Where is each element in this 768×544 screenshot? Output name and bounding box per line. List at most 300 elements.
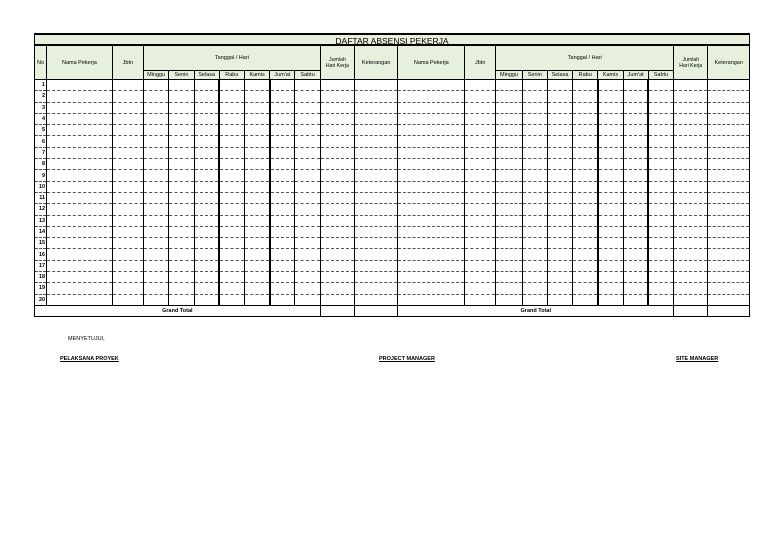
col-keterangan-header-2: Keterangan [708, 46, 750, 80]
cell [648, 181, 673, 192]
cell [320, 283, 354, 294]
cell [219, 283, 244, 294]
cell [522, 272, 547, 283]
cell [573, 215, 598, 226]
cell [112, 238, 143, 249]
cell [674, 125, 708, 136]
cell [144, 215, 169, 226]
cell [295, 125, 320, 136]
row-number: 4 [35, 113, 47, 124]
cell [674, 192, 708, 203]
cell [623, 249, 648, 260]
cell [465, 147, 496, 158]
cell [219, 215, 244, 226]
cell [522, 181, 547, 192]
cell [465, 272, 496, 283]
grand-total-keterangan-2 [708, 305, 750, 316]
cell [522, 283, 547, 294]
cell [169, 294, 194, 305]
cell [708, 260, 750, 271]
cell [219, 147, 244, 158]
cell [598, 113, 623, 124]
cell [219, 113, 244, 124]
cell [465, 260, 496, 271]
row-number: 9 [35, 170, 47, 181]
cell [465, 181, 496, 192]
cell [355, 226, 398, 237]
cell [547, 91, 572, 102]
row-number: 3 [35, 102, 47, 113]
cell [496, 91, 522, 102]
cell [648, 91, 673, 102]
cell [144, 113, 169, 124]
cell [355, 80, 398, 91]
cell [598, 204, 623, 215]
cell [144, 80, 169, 91]
cell [270, 192, 295, 203]
cell [320, 80, 354, 91]
cell [270, 159, 295, 170]
cell [648, 136, 673, 147]
cell [708, 249, 750, 260]
cell [112, 226, 143, 237]
cell [398, 226, 465, 237]
cell [194, 192, 219, 203]
cell [270, 249, 295, 260]
cell [295, 272, 320, 283]
cell [144, 125, 169, 136]
day-header: Selasa [547, 71, 572, 80]
cell [623, 147, 648, 158]
cell [623, 204, 648, 215]
cell [573, 238, 598, 249]
cell [573, 102, 598, 113]
col-keterangan-header: Keterangan [355, 46, 398, 80]
cell [708, 238, 750, 249]
row-number: 17 [35, 260, 47, 271]
cell [270, 136, 295, 147]
cell [648, 272, 673, 283]
cell [169, 147, 194, 158]
cell [708, 215, 750, 226]
table-row [35, 102, 750, 113]
table-row [35, 91, 750, 102]
row-number: 14 [35, 226, 47, 237]
cell [144, 238, 169, 249]
cell [169, 226, 194, 237]
cell [573, 192, 598, 203]
cell [47, 272, 113, 283]
cell [648, 192, 673, 203]
cell [465, 113, 496, 124]
row-number: 16 [35, 249, 47, 260]
cell [295, 113, 320, 124]
cell [194, 136, 219, 147]
cell [398, 91, 465, 102]
cell [295, 136, 320, 147]
cell [295, 80, 320, 91]
cell [194, 91, 219, 102]
cell [270, 147, 295, 158]
cell [398, 113, 465, 124]
cell [573, 260, 598, 271]
cell [547, 260, 572, 271]
cell [112, 272, 143, 283]
signature-site-manager: SITE MANAGER [676, 356, 719, 362]
cell [194, 294, 219, 305]
cell [144, 204, 169, 215]
cell [295, 294, 320, 305]
cell [320, 260, 354, 271]
cell [270, 113, 295, 124]
cell [244, 181, 269, 192]
cell [496, 272, 522, 283]
cell [219, 91, 244, 102]
table-row [35, 192, 750, 203]
cell [648, 238, 673, 249]
cell [244, 283, 269, 294]
cell [244, 159, 269, 170]
cell [547, 272, 572, 283]
cell [573, 170, 598, 181]
cell [47, 204, 113, 215]
cell [648, 102, 673, 113]
cell [708, 125, 750, 136]
cell [465, 80, 496, 91]
cell [398, 204, 465, 215]
cell [112, 260, 143, 271]
col-jumlah-header-2 [674, 46, 708, 80]
cell [47, 170, 113, 181]
cell [648, 283, 673, 294]
cell [398, 238, 465, 249]
cell [522, 80, 547, 91]
cell [465, 192, 496, 203]
cell [47, 102, 113, 113]
cell [547, 283, 572, 294]
cell [573, 181, 598, 192]
row-number: 8 [35, 159, 47, 170]
cell [573, 204, 598, 215]
cell [465, 226, 496, 237]
cell [244, 91, 269, 102]
row-number: 11 [35, 192, 47, 203]
cell [144, 283, 169, 294]
cell [598, 260, 623, 271]
cell [355, 215, 398, 226]
cell [465, 125, 496, 136]
cell [355, 192, 398, 203]
cell [398, 249, 465, 260]
cell [244, 238, 269, 249]
grand-total-label-2: Grand Total [398, 305, 674, 316]
cell [674, 272, 708, 283]
row-number: 6 [35, 136, 47, 147]
cell [47, 159, 113, 170]
cell [623, 136, 648, 147]
cell [623, 159, 648, 170]
cell [496, 294, 522, 305]
cell [674, 113, 708, 124]
cell [320, 91, 354, 102]
cell [169, 181, 194, 192]
cell [573, 294, 598, 305]
cell [547, 125, 572, 136]
cell [270, 283, 295, 294]
cell [219, 170, 244, 181]
cell [547, 238, 572, 249]
cell [244, 80, 269, 91]
cell [194, 226, 219, 237]
table-row [35, 272, 750, 283]
cell [623, 80, 648, 91]
day-header: Kamis [598, 71, 623, 80]
cell [598, 283, 623, 294]
grand-total-label: Grand Total [35, 305, 321, 316]
cell [244, 260, 269, 271]
cell [623, 272, 648, 283]
approval-label: MENYETUJUI, [68, 336, 105, 342]
cell [623, 192, 648, 203]
cell [648, 159, 673, 170]
cell [598, 215, 623, 226]
cell [270, 238, 295, 249]
attendance-table [34, 45, 750, 317]
cell [623, 181, 648, 192]
cell [598, 147, 623, 158]
cell [47, 283, 113, 294]
cell [398, 192, 465, 203]
cell [355, 170, 398, 181]
cell [47, 91, 113, 102]
table-row [35, 294, 750, 305]
cell [144, 294, 169, 305]
cell [496, 147, 522, 158]
cell [270, 80, 295, 91]
cell [355, 159, 398, 170]
cell [47, 294, 113, 305]
cell [496, 181, 522, 192]
table-row [35, 136, 750, 147]
cell [219, 125, 244, 136]
cell [623, 91, 648, 102]
cell [598, 192, 623, 203]
cell [144, 102, 169, 113]
cell [674, 226, 708, 237]
cell [320, 181, 354, 192]
cell [573, 226, 598, 237]
cell [270, 102, 295, 113]
cell [398, 272, 465, 283]
cell [398, 136, 465, 147]
cell [355, 181, 398, 192]
cell [194, 249, 219, 260]
cell [169, 136, 194, 147]
cell [320, 249, 354, 260]
table-row [35, 113, 750, 124]
cell [648, 125, 673, 136]
cell [496, 260, 522, 271]
cell [648, 215, 673, 226]
cell [219, 102, 244, 113]
cell [270, 215, 295, 226]
row-number: 13 [35, 215, 47, 226]
cell [522, 238, 547, 249]
table-row [35, 260, 750, 271]
cell [295, 238, 320, 249]
cell [194, 102, 219, 113]
cell [169, 170, 194, 181]
row-number: 20 [35, 294, 47, 305]
cell [219, 294, 244, 305]
cell [112, 170, 143, 181]
cell [320, 102, 354, 113]
cell [648, 249, 673, 260]
cell [547, 147, 572, 158]
row-number: 18 [35, 272, 47, 283]
cell [648, 226, 673, 237]
day-header: Kamis [244, 71, 269, 80]
cell [496, 170, 522, 181]
cell [47, 226, 113, 237]
cell [355, 238, 398, 249]
cell [144, 181, 169, 192]
grand-total-jumlah [320, 305, 354, 316]
col-tanggal-header: Tanggal / Hari [144, 46, 321, 71]
cell [708, 226, 750, 237]
col-jbtn-header-2: Jbtn [465, 46, 496, 80]
cell [547, 159, 572, 170]
cell [169, 238, 194, 249]
cell [398, 159, 465, 170]
cell [144, 226, 169, 237]
signature-project-manager: PROJECT MANAGER [379, 356, 435, 362]
cell [169, 215, 194, 226]
jumlah-line1: Jumlah [329, 56, 346, 63]
cell [47, 80, 113, 91]
cell [47, 181, 113, 192]
row-number: 19 [35, 283, 47, 294]
cell [194, 125, 219, 136]
jumlah-line1: Jumlah [682, 56, 700, 63]
table-row [35, 215, 750, 226]
cell [674, 102, 708, 113]
cell [112, 113, 143, 124]
cell [194, 260, 219, 271]
cell [573, 147, 598, 158]
cell [465, 249, 496, 260]
cell [219, 80, 244, 91]
cell [465, 136, 496, 147]
cell [47, 192, 113, 203]
cell [398, 215, 465, 226]
cell [573, 272, 598, 283]
cell [320, 272, 354, 283]
attendance-sheet [34, 33, 750, 317]
cell [295, 215, 320, 226]
cell [295, 204, 320, 215]
cell [496, 283, 522, 294]
cell [112, 125, 143, 136]
cell [244, 170, 269, 181]
day-header: Rabu [219, 71, 244, 80]
cell [573, 113, 598, 124]
cell [674, 283, 708, 294]
row-number: 15 [35, 238, 47, 249]
cell [169, 125, 194, 136]
jumlah-line2: Hari Kerja [679, 62, 703, 69]
cell [674, 204, 708, 215]
cell [320, 136, 354, 147]
cell [169, 249, 194, 260]
table-row [35, 226, 750, 237]
day-header: Senin [169, 71, 194, 80]
cell [194, 147, 219, 158]
day-header: Selasa [194, 71, 219, 80]
cell [244, 249, 269, 260]
cell [648, 170, 673, 181]
cell [169, 283, 194, 294]
cell [674, 80, 708, 91]
cell [244, 136, 269, 147]
cell [398, 170, 465, 181]
cell [320, 125, 354, 136]
cell [219, 204, 244, 215]
cell [194, 170, 219, 181]
cell [144, 147, 169, 158]
cell [270, 204, 295, 215]
cell [496, 192, 522, 203]
cell [398, 181, 465, 192]
cell [496, 136, 522, 147]
cell [47, 249, 113, 260]
cell [244, 272, 269, 283]
cell [169, 102, 194, 113]
cell [648, 260, 673, 271]
table-row [35, 170, 750, 181]
cell [112, 102, 143, 113]
cell [623, 238, 648, 249]
cell [194, 204, 219, 215]
cell [112, 80, 143, 91]
cell [244, 294, 269, 305]
cell [320, 215, 354, 226]
cell [674, 238, 708, 249]
cell [648, 113, 673, 124]
day-header: Sabtu [295, 71, 320, 80]
cell [547, 294, 572, 305]
cell [708, 113, 750, 124]
row-number: 1 [35, 80, 47, 91]
col-nama-header: Nama Pekerja [47, 46, 113, 80]
cell [169, 91, 194, 102]
cell [598, 181, 623, 192]
cell [496, 102, 522, 113]
signature-pelaksana-proyek: PELAKSANA PROYEK [60, 356, 119, 362]
cell [295, 192, 320, 203]
cell [708, 204, 750, 215]
cell [465, 91, 496, 102]
day-header: Jum'at [270, 71, 295, 80]
row-number: 12 [35, 204, 47, 215]
cell [598, 294, 623, 305]
row-number: 7 [35, 147, 47, 158]
cell [144, 192, 169, 203]
cell [648, 204, 673, 215]
cell [194, 159, 219, 170]
col-jbtn-header: Jbtn [112, 46, 143, 80]
cell [623, 125, 648, 136]
